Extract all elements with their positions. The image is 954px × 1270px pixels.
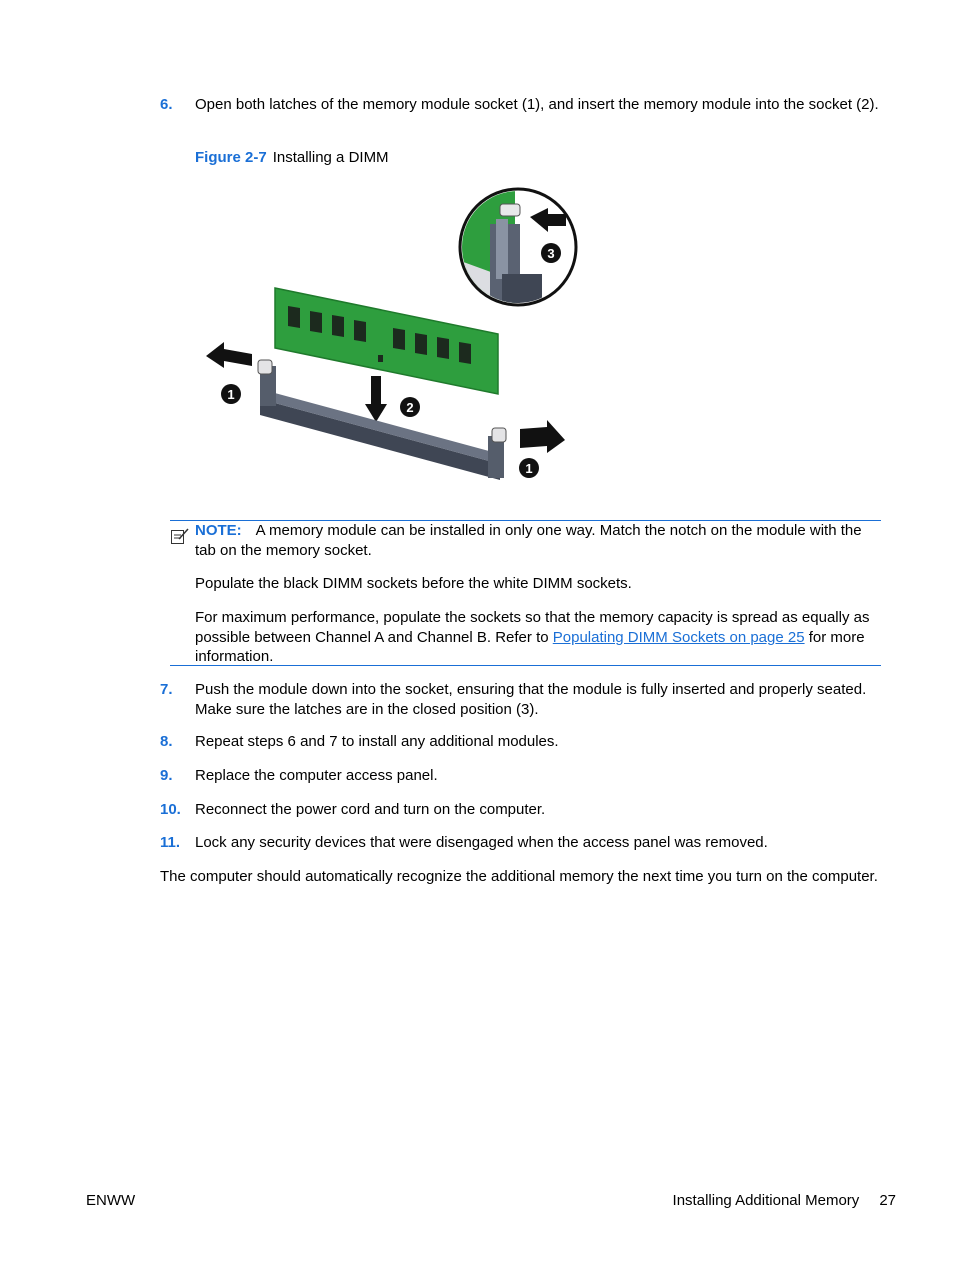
- insert-arrow: [365, 376, 387, 422]
- callout-3-text: 3: [547, 246, 555, 261]
- open-latch-arrow-left: [206, 342, 252, 368]
- step-text: Push the module down into the socket, ensuring that the module is fully inserted and properly seated. Make sure the latches are in the closed position (3).: [195, 681, 867, 718]
- page-number: 27: [879, 1192, 896, 1209]
- step-7: [160, 680, 880, 719]
- step-11: [160, 833, 880, 853]
- latch-closeup-inset: [455, 184, 576, 314]
- step-text: Open both latches of the memory module socket (1), and insert the memory module into the socket (2).: [195, 96, 879, 113]
- callout-1-right-text: 1: [525, 461, 533, 476]
- closing-paragraph: The computer should automatically recognize the additional memory the next time you turn on the computer.: [160, 868, 878, 885]
- open-latch-arrow-right: [520, 420, 565, 453]
- footer-right: [673, 1191, 896, 1211]
- step-number: 8.: [160, 733, 173, 750]
- step-9: [160, 766, 880, 786]
- step-text: Reconnect the power cord and turn on the computer.: [195, 801, 546, 818]
- step-10: [160, 800, 880, 820]
- step-number: 11.: [160, 834, 181, 851]
- step-text: Lock any security devices that were disengaged when the access panel was removed.: [195, 834, 768, 851]
- figure-title: Installing a DIMM: [272, 149, 389, 166]
- note-text-3: For maximum performance, populate the sockets so that the memory capacity is spread as equally as possible between Channel A and Channel B. Refer to Populating DIMM Sockets on page 25 for more information.: [195, 609, 870, 665]
- footer-left: ENWW: [86, 1192, 136, 1209]
- note-icon: [170, 527, 190, 545]
- callout-2-text: 2: [406, 400, 414, 415]
- step-6: [160, 95, 880, 115]
- footer-section: Installing Additional Memory: [672, 1192, 860, 1209]
- callout-1-left-text: 1: [227, 387, 235, 402]
- populating-dimm-sockets-link[interactable]: Populating DIMM Sockets on page 25: [552, 628, 805, 646]
- step-number: 9.: [160, 767, 173, 784]
- note-box: [170, 520, 881, 666]
- dimm-install-illustration: [200, 184, 590, 489]
- step-text: Repeat steps 6 and 7 to install any additional modules.: [195, 733, 559, 750]
- note-text-1: NOTE: A memory module can be installed in only one way. Match the notch on the module with the tab on the memory socket.: [195, 522, 862, 559]
- memory-module: [275, 288, 498, 394]
- step-number: 7.: [160, 681, 173, 698]
- step-number: 6.: [160, 96, 173, 113]
- note-label: NOTE:: [195, 522, 242, 539]
- step-number: 10.: [160, 801, 181, 818]
- step-8: [160, 732, 880, 752]
- step-text: Replace the computer access panel.: [195, 767, 438, 784]
- figure-caption: [195, 148, 389, 168]
- figure-label: Figure 2-7: [195, 149, 267, 166]
- note-text-2: Populate the black DIMM sockets before the white DIMM sockets.: [195, 575, 632, 592]
